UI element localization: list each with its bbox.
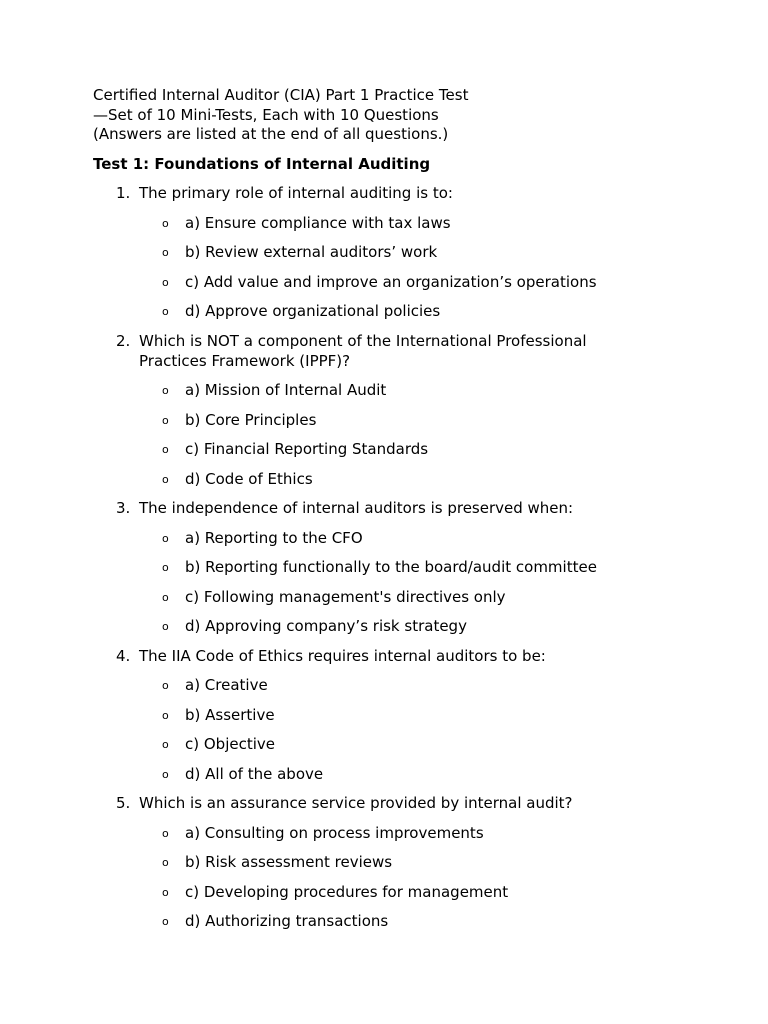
answer-option [0, 469, 768, 489]
answer-option [0, 882, 768, 902]
circle-bullet-icon: o [162, 885, 169, 899]
option-text: a) Mission of Internal Audit [185, 381, 387, 399]
circle-bullet-icon: o [162, 620, 169, 633]
answer-option [0, 242, 768, 262]
question-text: Which is NOT a component of the International Professional Practices Framework (IPPF)? [139, 331, 587, 370]
circle-bullet-icon: o [162, 384, 169, 397]
circle-bullet-icon: o [162, 531, 169, 545]
option-text: a) Consulting on process improvements [185, 823, 484, 842]
option-list [0, 213, 768, 322]
option-text: b) Risk assessment reviews [185, 853, 393, 871]
question-number: 4. [116, 646, 131, 665]
circle-bullet-icon: o [162, 826, 169, 840]
circle-bullet-icon: o [162, 738, 169, 751]
circle-bullet-icon: o [162, 472, 169, 486]
question-text: The IIA Code of Ethics requires internal auditors to be: [139, 646, 546, 665]
answer-option [0, 587, 768, 607]
option-text: d) Code of Ethics [185, 469, 313, 488]
option-text: d) All of the above [185, 764, 324, 783]
circle-bullet-icon: o [162, 590, 169, 604]
answer-option [0, 823, 768, 843]
option-text: a) Reporting to the CFO [185, 528, 363, 547]
option-text: b) Reporting functionally to the board/audit committee [185, 558, 597, 576]
question-text: Which is an assurance service provided by internal audit? [139, 794, 573, 812]
answer-option [0, 764, 768, 784]
question-text: The primary role of internal auditing is to: [139, 184, 453, 202]
option-list [0, 380, 768, 489]
option-list [0, 823, 768, 932]
question-number: 3. [116, 499, 131, 517]
answer-option [0, 439, 768, 459]
option-list [0, 675, 768, 784]
question-item [0, 646, 768, 784]
answer-option [0, 734, 768, 754]
question-number: 5. [116, 794, 131, 812]
test-heading: Test 1: Foundations of Internal Auditing [93, 155, 431, 173]
circle-bullet-icon: o [162, 856, 169, 869]
option-text: d) Authorizing transactions [185, 912, 389, 930]
answer-option [0, 705, 768, 725]
answer-option [0, 380, 768, 400]
option-text: b) Core Principles [185, 410, 317, 429]
option-text: c) Following management's directives only [185, 587, 506, 606]
document-subtitle: —Set of 10 Mini-Tests, Each with 10 Questions [93, 105, 439, 124]
circle-bullet-icon: o [162, 561, 169, 574]
circle-bullet-icon: o [162, 413, 169, 427]
circle-bullet-icon: o [162, 767, 169, 781]
question-item [0, 498, 768, 636]
circle-bullet-icon: o [162, 275, 169, 289]
circle-bullet-icon: o [162, 708, 169, 722]
question-number: 2. [116, 331, 131, 350]
question-item [0, 793, 768, 931]
circle-bullet-icon: o [162, 246, 169, 259]
option-text: c) Add value and improve an organization’s operations [185, 272, 597, 291]
question-text: The independence of internal auditors is preserved when: [139, 499, 574, 517]
answer-option [0, 272, 768, 292]
option-text: a) Ensure compliance with tax laws [185, 213, 451, 232]
document-title: Certified Internal Auditor (CIA) Part 1 Practice Test [93, 86, 469, 104]
option-text: b) Assertive [185, 705, 275, 724]
option-text: c) Financial Reporting Standards [185, 440, 429, 458]
answer-option [0, 528, 768, 548]
option-text: c) Objective [185, 735, 275, 753]
option-text: d) Approving company’s risk strategy [185, 617, 467, 635]
option-text: b) Review external auditors’ work [185, 243, 438, 261]
option-list [0, 528, 768, 637]
answer-option [0, 852, 768, 872]
answer-option [0, 616, 768, 636]
option-text: d) Approve organizational policies [185, 302, 441, 320]
answer-option [0, 213, 768, 233]
question-number: 1. [116, 184, 131, 202]
question-item [0, 183, 768, 321]
question-item [0, 331, 768, 489]
answer-option [0, 410, 768, 430]
answers-note: (Answers are listed at the end of all questions.) [93, 125, 449, 143]
circle-bullet-icon: o [162, 305, 169, 318]
option-text: c) Developing procedures for management [185, 882, 509, 901]
answer-option [0, 301, 768, 321]
option-text: a) Creative [185, 676, 268, 694]
document-intro [93, 86, 693, 145]
answer-option [0, 557, 768, 577]
answer-option [0, 911, 768, 931]
circle-bullet-icon: o [162, 443, 169, 456]
question-list [0, 183, 768, 941]
circle-bullet-icon: o [162, 679, 169, 692]
circle-bullet-icon: o [162, 915, 169, 928]
answer-option [0, 675, 768, 695]
circle-bullet-icon: o [162, 216, 169, 230]
